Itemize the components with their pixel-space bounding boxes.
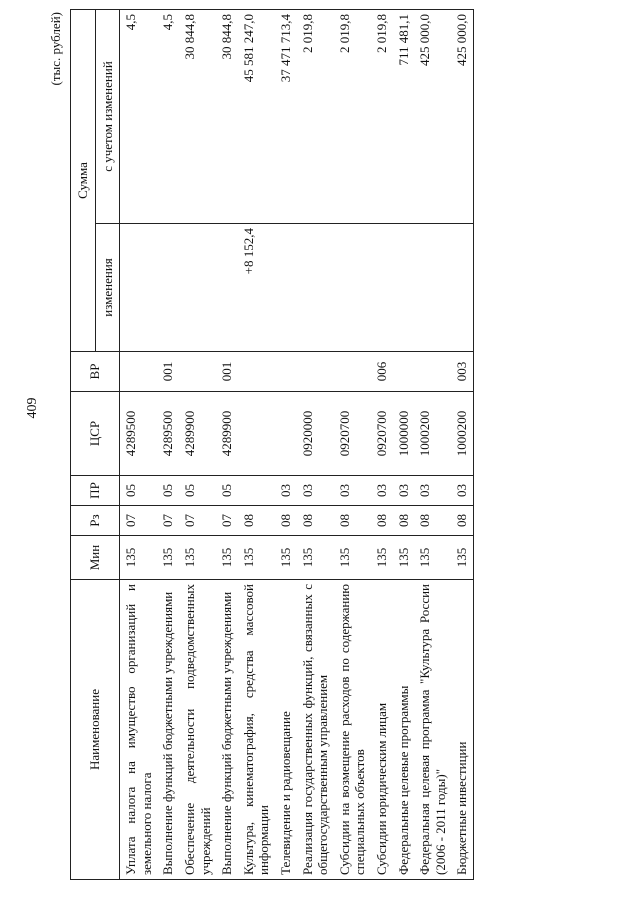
cell-name: Федеральные целевые программы — [393, 580, 415, 880]
cell-min: 135 — [451, 536, 473, 580]
cell-min: 135 — [414, 536, 451, 580]
cell-min: 135 — [371, 536, 393, 580]
cell-pr: 03 — [297, 476, 334, 506]
cell-pr: 05 — [157, 476, 179, 506]
cell-vr — [297, 352, 334, 392]
header-min: Мин — [71, 536, 120, 580]
cell-csr: 0920000 — [297, 392, 334, 476]
table-row — [393, 10, 415, 880]
cell-name: Субсидии на возмещение расходов по содержанию специальных объектов — [334, 580, 371, 880]
cell-change — [297, 224, 334, 352]
cell-name: Выполнение функций бюджетными учреждениями — [157, 580, 179, 880]
cell-csr: 4289500 — [120, 392, 158, 476]
cell-rz: 08 — [238, 506, 275, 536]
cell-vr — [238, 352, 275, 392]
cell-total: 711 481,1 — [393, 10, 415, 224]
units-label: (тыс. рублей) — [48, 12, 63, 86]
cell-change — [393, 224, 415, 352]
cell-min: 135 — [238, 536, 275, 580]
cell-total: 425 000,0 — [451, 10, 473, 224]
cell-rz: 08 — [393, 506, 415, 536]
cell-vr — [179, 352, 216, 392]
cell-pr: 03 — [451, 476, 473, 506]
cell-name: Культура, кинематография, средства массовой информации — [238, 580, 275, 880]
cell-total: 425 000,0 — [414, 10, 451, 224]
header-pr: ПР — [71, 476, 120, 506]
cell-total: 2 019,8 — [334, 10, 371, 224]
cell-pr: 03 — [334, 476, 371, 506]
budget-table — [70, 9, 474, 880]
cell-pr: 05 — [179, 476, 216, 506]
cell-vr: 001 — [157, 352, 179, 392]
cell-change — [275, 224, 297, 352]
cell-min: 135 — [334, 536, 371, 580]
cell-rz: 08 — [275, 506, 297, 536]
cell-min: 135 — [179, 536, 216, 580]
cell-csr: 0920700 — [334, 392, 371, 476]
cell-name: Выполнение функций бюджетными учреждениями — [216, 580, 238, 880]
table-row — [120, 10, 158, 880]
cell-pr — [238, 476, 275, 506]
table-row — [414, 10, 451, 880]
table-row — [216, 10, 238, 880]
table-row — [275, 10, 297, 880]
cell-min: 135 — [120, 536, 158, 580]
header-rz: Рз — [71, 506, 120, 536]
cell-rz: 08 — [414, 506, 451, 536]
cell-pr: 03 — [393, 476, 415, 506]
cell-csr — [238, 392, 275, 476]
cell-total: 4,5 — [120, 10, 158, 224]
cell-change — [216, 224, 238, 352]
cell-rz: 07 — [120, 506, 158, 536]
table-row — [238, 10, 275, 880]
cell-rz: 07 — [216, 506, 238, 536]
cell-min: 135 — [216, 536, 238, 580]
table-header — [71, 10, 120, 880]
cell-vr: 006 — [371, 352, 393, 392]
cell-rz: 08 — [297, 506, 334, 536]
cell-rz: 07 — [157, 506, 179, 536]
cell-csr: 4289900 — [216, 392, 238, 476]
cell-min: 135 — [393, 536, 415, 580]
cell-csr — [275, 392, 297, 476]
cell-pr: 05 — [120, 476, 158, 506]
cell-name: Реализация государственных функций, связанных с общегосударственным управлением — [297, 580, 334, 880]
cell-total: 30 844,8 — [216, 10, 238, 224]
cell-pr: 03 — [275, 476, 297, 506]
cell-rz: 07 — [179, 506, 216, 536]
header-with-changes: с учетом изменений — [95, 10, 120, 224]
table-body — [120, 10, 474, 880]
cell-change — [179, 224, 216, 352]
cell-total: 2 019,8 — [371, 10, 393, 224]
cell-name: Телевидение и радиовещание — [275, 580, 297, 880]
cell-name: Бюджетные инвестиции — [451, 580, 473, 880]
header-csr: ЦСР — [71, 392, 120, 476]
cell-total: 30 844,8 — [179, 10, 216, 224]
cell-pr: 03 — [414, 476, 451, 506]
cell-total: 37 471 713,4 — [275, 10, 297, 224]
cell-total: 2 019,8 — [297, 10, 334, 224]
cell-vr — [393, 352, 415, 392]
table-row — [334, 10, 371, 880]
table-row — [297, 10, 334, 880]
header-sum: Сумма — [71, 10, 96, 352]
cell-total: 45 581 247,0 — [238, 10, 275, 224]
table-row — [179, 10, 216, 880]
cell-min: 135 — [275, 536, 297, 580]
cell-name: Обеспечение деятельности подведомственных учреждений — [179, 580, 216, 880]
cell-csr: 1000200 — [414, 392, 451, 476]
cell-vr: 001 — [216, 352, 238, 392]
cell-rz: 08 — [371, 506, 393, 536]
cell-pr: 05 — [216, 476, 238, 506]
cell-change: +8 152,4 — [238, 224, 275, 352]
cell-total: 4,5 — [157, 10, 179, 224]
cell-rz: 08 — [334, 506, 371, 536]
cell-change — [371, 224, 393, 352]
table-row — [451, 10, 473, 880]
cell-pr: 03 — [371, 476, 393, 506]
cell-name: Уплата налога на имущество организаций и земельного налога — [120, 580, 158, 880]
header-vr: ВР — [71, 352, 120, 392]
cell-name: Федеральная целевая программа "Культура России (2006 - 2011 годы)" — [414, 580, 451, 880]
cell-csr: 0920700 — [371, 392, 393, 476]
rotated-sheet — [40, 0, 600, 880]
cell-min: 135 — [297, 536, 334, 580]
cell-name: Субсидии юридическим лицам — [371, 580, 393, 880]
cell-rz: 08 — [451, 506, 473, 536]
cell-vr — [120, 352, 158, 392]
page-number: 409 — [25, 397, 40, 419]
cell-csr: 1000000 — [393, 392, 415, 476]
cell-change — [334, 224, 371, 352]
header-name: Наименование — [71, 580, 120, 880]
cell-change — [120, 224, 158, 352]
cell-csr: 1000200 — [451, 392, 473, 476]
table-row — [371, 10, 393, 880]
cell-csr: 4289500 — [157, 392, 179, 476]
cell-change — [451, 224, 473, 352]
cell-csr: 4289900 — [179, 392, 216, 476]
cell-vr — [334, 352, 371, 392]
cell-vr — [275, 352, 297, 392]
header-change: изменения — [95, 224, 120, 352]
cell-change — [414, 224, 451, 352]
cell-change — [157, 224, 179, 352]
cell-vr — [414, 352, 451, 392]
cell-min: 135 — [157, 536, 179, 580]
cell-vr: 003 — [451, 352, 473, 392]
table-row — [157, 10, 179, 880]
